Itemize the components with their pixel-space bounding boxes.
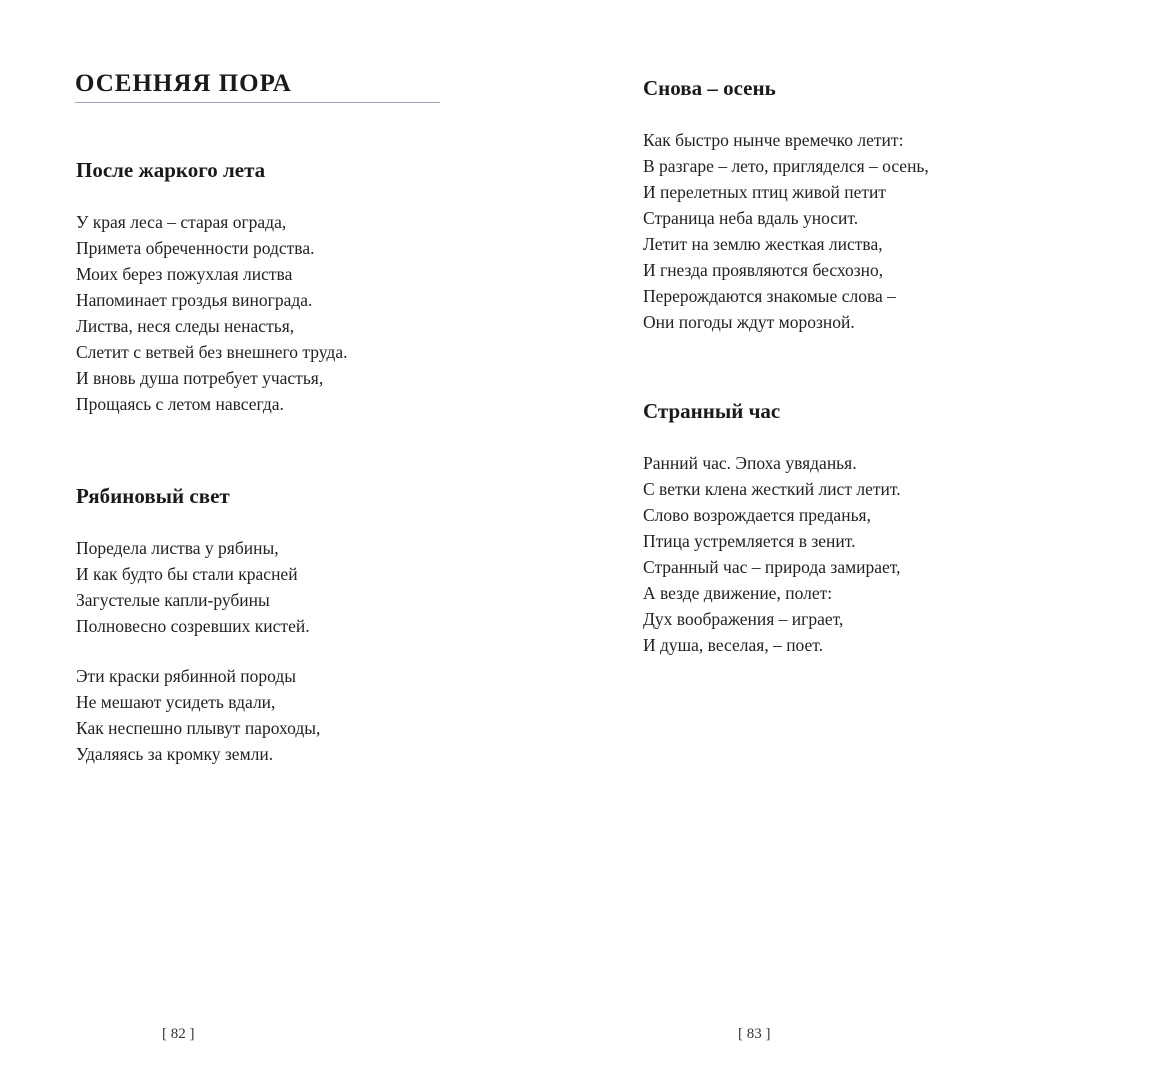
poem-line: Загустелые капли-рубины (76, 590, 270, 610)
page-number: [ 82 ] (162, 1026, 195, 1042)
poem-line: И гнезда проявляются бесхозно, (643, 260, 884, 280)
poem-line: Примета обреченности родства. (76, 238, 315, 258)
poem-line: Странный час – природа замирает, (643, 557, 901, 577)
poem-line: Листва, неся следы ненастья, (76, 316, 295, 336)
poem-line: Полновесно созревших кистей. (76, 616, 310, 636)
poem-line: Эти краски рябинной породы (76, 666, 297, 686)
poem-line: И душа, веселая, – поет. (643, 635, 823, 655)
poem-line: Не мешают усидеть вдали, (76, 692, 276, 712)
poem-rowan-light (76, 483, 320, 791)
poem-title: После жаркого лета (76, 158, 266, 182)
poem-line: Летит на землю жесткая листва, (643, 234, 883, 254)
poem-strange-hour (643, 398, 901, 682)
poem-line: Поредела листва у рябины, (76, 538, 279, 558)
poem-line: Моих берез пожухлая листва (76, 264, 293, 284)
poem-title: Снова – осень (643, 76, 776, 100)
poem-autumn-again (643, 75, 929, 359)
page-number: [ 83 ] (738, 1026, 771, 1042)
stanza (76, 535, 320, 639)
poem-line: Слово возрождается преданья, (643, 505, 871, 525)
poem-line: Удаляясь за кромку земли. (76, 744, 274, 764)
poem-line: У края леса – старая ограда, (76, 212, 287, 232)
poem-after-hot-summer (76, 157, 347, 441)
poem-line: Ранний час. Эпоха увяданья. (643, 453, 857, 473)
stanza (76, 209, 347, 417)
poem-line: Они погоды ждут морозной. (643, 312, 855, 332)
poem-line: Как неспешно плывут пароходы, (76, 718, 321, 738)
stanza (643, 450, 901, 658)
poem-line: Страница неба вдаль уносит. (643, 208, 859, 228)
poem-line: Перерождаются знакомые слова – (643, 286, 896, 306)
poem-line: Прощаясь с летом навсегда. (76, 394, 284, 414)
poem-title: Рябиновый свет (76, 484, 230, 508)
section-title: ОСЕННЯЯ ПОРА (75, 70, 440, 103)
poem-line: Как быстро нынче времечко летит: (643, 130, 904, 150)
poem-line: Птица устремляется в зенит. (643, 531, 856, 551)
poem-line: Дух воображения – играет, (643, 609, 844, 629)
poem-line: И вновь душа потребует участья, (76, 368, 324, 388)
poem-title: Странный час (643, 399, 781, 423)
poem-line: В разгаре – лето, пригляделся – осень, (643, 156, 929, 176)
poem-line: Слетит с ветвей без внешнего труда. (76, 342, 348, 362)
right-page (586, 0, 1172, 1080)
poem-line: И перелетных птиц живой петит (643, 182, 887, 202)
poem-line: Напоминает гроздья винограда. (76, 290, 313, 310)
poem-line: А везде движение, полет: (643, 583, 833, 603)
stanza (643, 127, 929, 335)
poem-line: И как будто бы стали красней (76, 564, 298, 584)
poem-line: С ветки клена жесткий лист летит. (643, 479, 901, 499)
stanza (76, 663, 320, 767)
